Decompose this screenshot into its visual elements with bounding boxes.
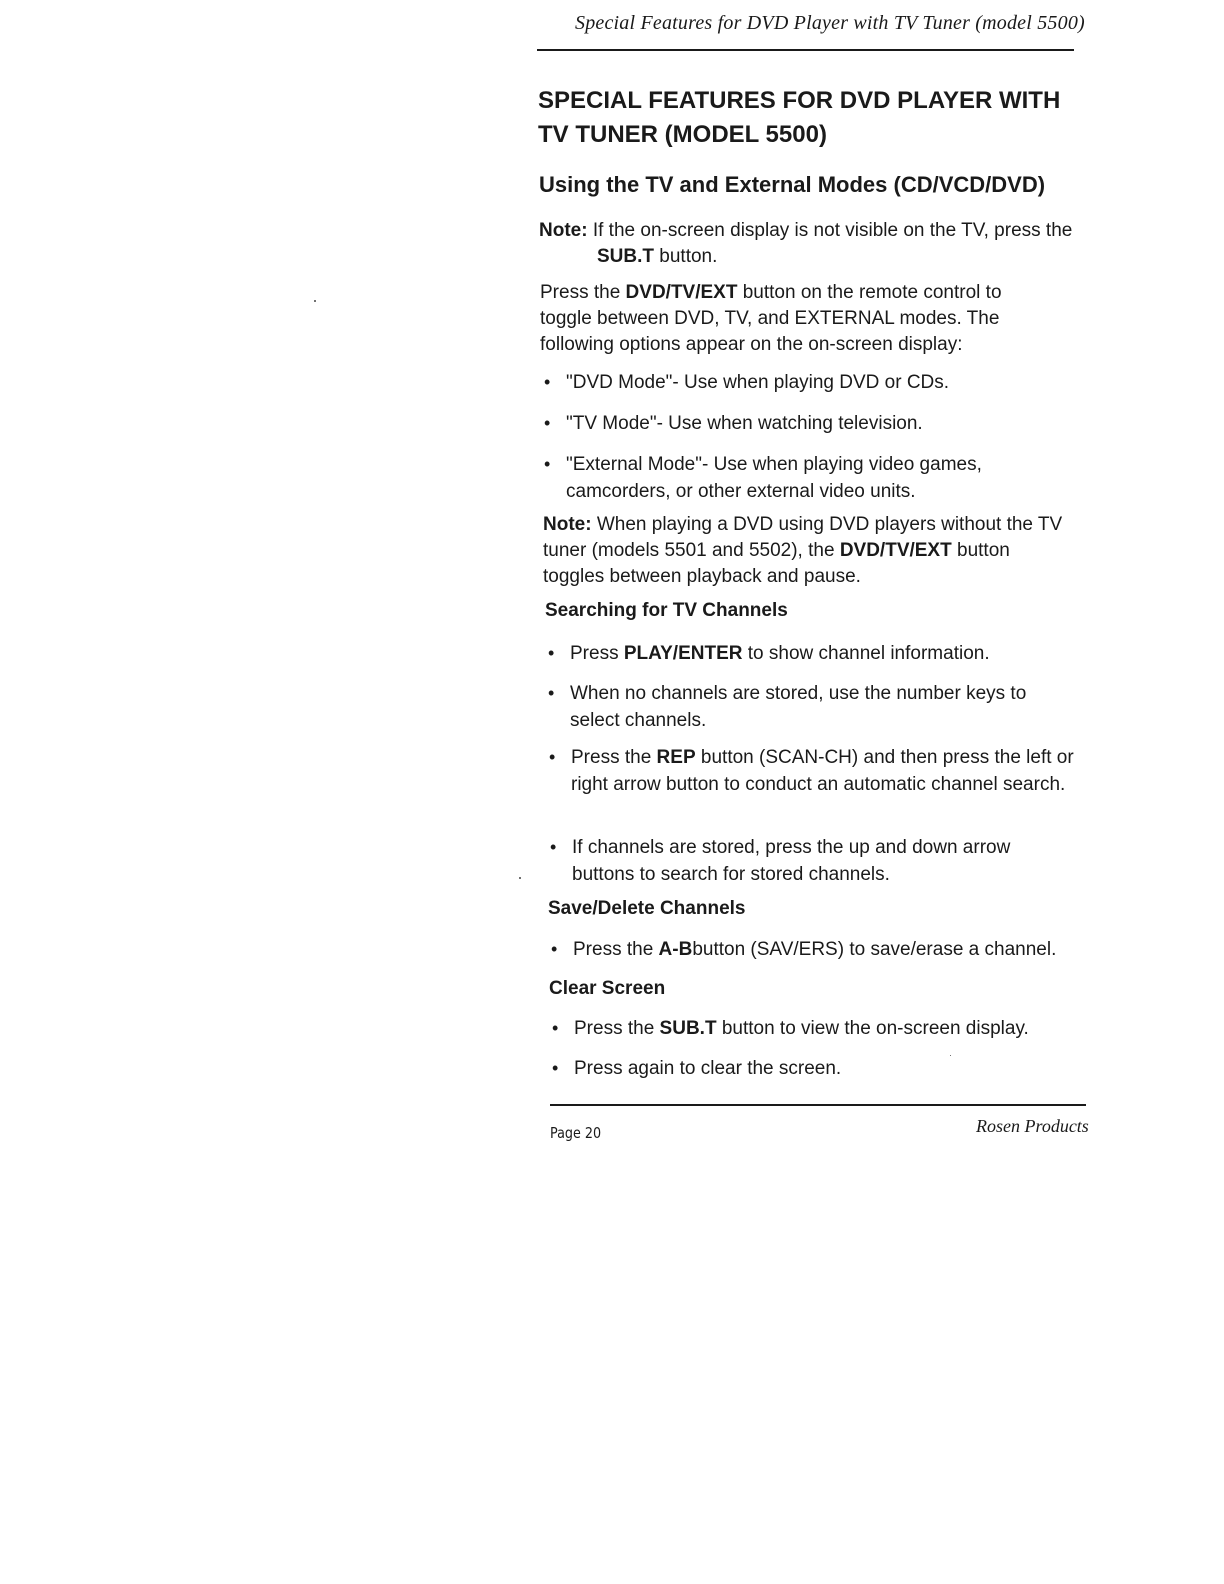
note-2 — [543, 512, 1071, 590]
page-title: SPECIAL FEATURES FOR DVD PLAYER WITH TV TUNER (MODEL 5500) — [538, 87, 1061, 148]
note-2-bold: DVD/TV/EXT — [839, 540, 952, 561]
bullet-icon: • — [552, 1018, 559, 1038]
list-item — [542, 410, 1002, 437]
bullet-text: to show channel information. — [742, 643, 990, 664]
bullet-icon: • — [551, 939, 558, 959]
section-title: Using the TV and External Modes (CD/VCD/DVD) — [539, 172, 1046, 197]
note-2-text: When playing a DVD using DVD players without the TV tuner (models 5501 and 5502), the — [543, 514, 1063, 561]
running-header: Special Features for DVD Player with TV Tuner (model 5500) — [575, 12, 1085, 34]
intro-text-end: button on the remote control to toggle between DVD, TV, and EXTERNAL modes. The following options appear on the on-screen display: — [540, 282, 1002, 355]
note-2-text-end: button toggles between playback and pause. — [543, 540, 1010, 587]
note-2-label: Note: — [543, 514, 592, 535]
bullet-text: button to view the on-screen display. — [716, 1018, 1029, 1039]
list-item — [550, 1055, 1070, 1082]
bullet-icon: • — [552, 1058, 559, 1078]
bullet-icon: • — [548, 683, 555, 703]
save-delete-title: Save/Delete Channels — [548, 898, 746, 919]
header-rule — [537, 49, 1074, 51]
bullet-text: Press the — [571, 747, 657, 768]
bullet-bold: REP — [656, 747, 696, 768]
searching-title: Searching for TV Channels — [545, 600, 788, 621]
bullet-icon: • — [549, 747, 556, 767]
bullet-icon: • — [548, 643, 555, 663]
scan-speck — [314, 300, 316, 302]
list-item — [546, 640, 1046, 667]
note-1-label: Note: — [539, 220, 588, 241]
bullet-bold: PLAY/ENTER — [623, 643, 743, 664]
mode-external: "External Mode"- Use when playing video games, camcorders, or other external video units. — [566, 454, 982, 502]
footer-brand: Rosen Products — [976, 1116, 1089, 1136]
bullet-text: Press — [570, 643, 624, 664]
scan-speck — [519, 877, 521, 879]
footer-rule — [550, 1104, 1086, 1106]
note-1 — [539, 218, 1127, 270]
bullet-bold: SUB.T — [659, 1018, 717, 1039]
clear-screen-title: Clear Screen — [549, 978, 666, 999]
list-item — [546, 680, 1046, 734]
list-item — [550, 1015, 1070, 1042]
intro-paragraph — [540, 280, 1035, 358]
bullet-icon: • — [544, 413, 551, 433]
bullet-icon: • — [550, 837, 557, 857]
intro-text: Press the — [540, 282, 626, 303]
list-item — [547, 744, 1077, 798]
scan-speck — [950, 1055, 951, 1056]
bullet-text: Press the — [573, 939, 659, 960]
note-1-text-end: button. — [654, 246, 718, 267]
bullet-icon: • — [544, 454, 551, 474]
page-number: Page 20 — [550, 1124, 602, 1142]
list-item — [542, 369, 1002, 396]
list-item — [549, 936, 1079, 963]
bullet-text: button (SCAN-CH) and then press the left or right arrow button to conduct an automatic channel search. — [571, 747, 1074, 795]
mode-tv: "TV Mode"- Use when watching television. — [566, 413, 923, 434]
bullet-bold: A-B — [658, 939, 693, 960]
bullet-icon: • — [544, 372, 551, 392]
mode-dvd: "DVD Mode"- Use when playing DVD or CDs. — [566, 372, 950, 393]
bullet-text: If channels are stored, press the up and down arrow buttons to search for stored channels. — [572, 837, 1011, 885]
bullet-text: button (SAV/ERS) to save/erase a channel. — [692, 939, 1057, 960]
bullet-text: Press the — [574, 1018, 660, 1039]
note-1-bold: SUB.T — [597, 246, 654, 267]
intro-bold: DVD/TV/EXT — [625, 282, 738, 303]
list-item — [542, 451, 1012, 505]
list-item — [548, 834, 1028, 888]
bullet-text: Press again to clear the screen. — [574, 1058, 842, 1079]
bullet-text: When no channels are stored, use the number keys to select channels. — [570, 683, 1027, 731]
note-1-text: If the on-screen display is not visible on the TV, press the — [592, 220, 1073, 241]
